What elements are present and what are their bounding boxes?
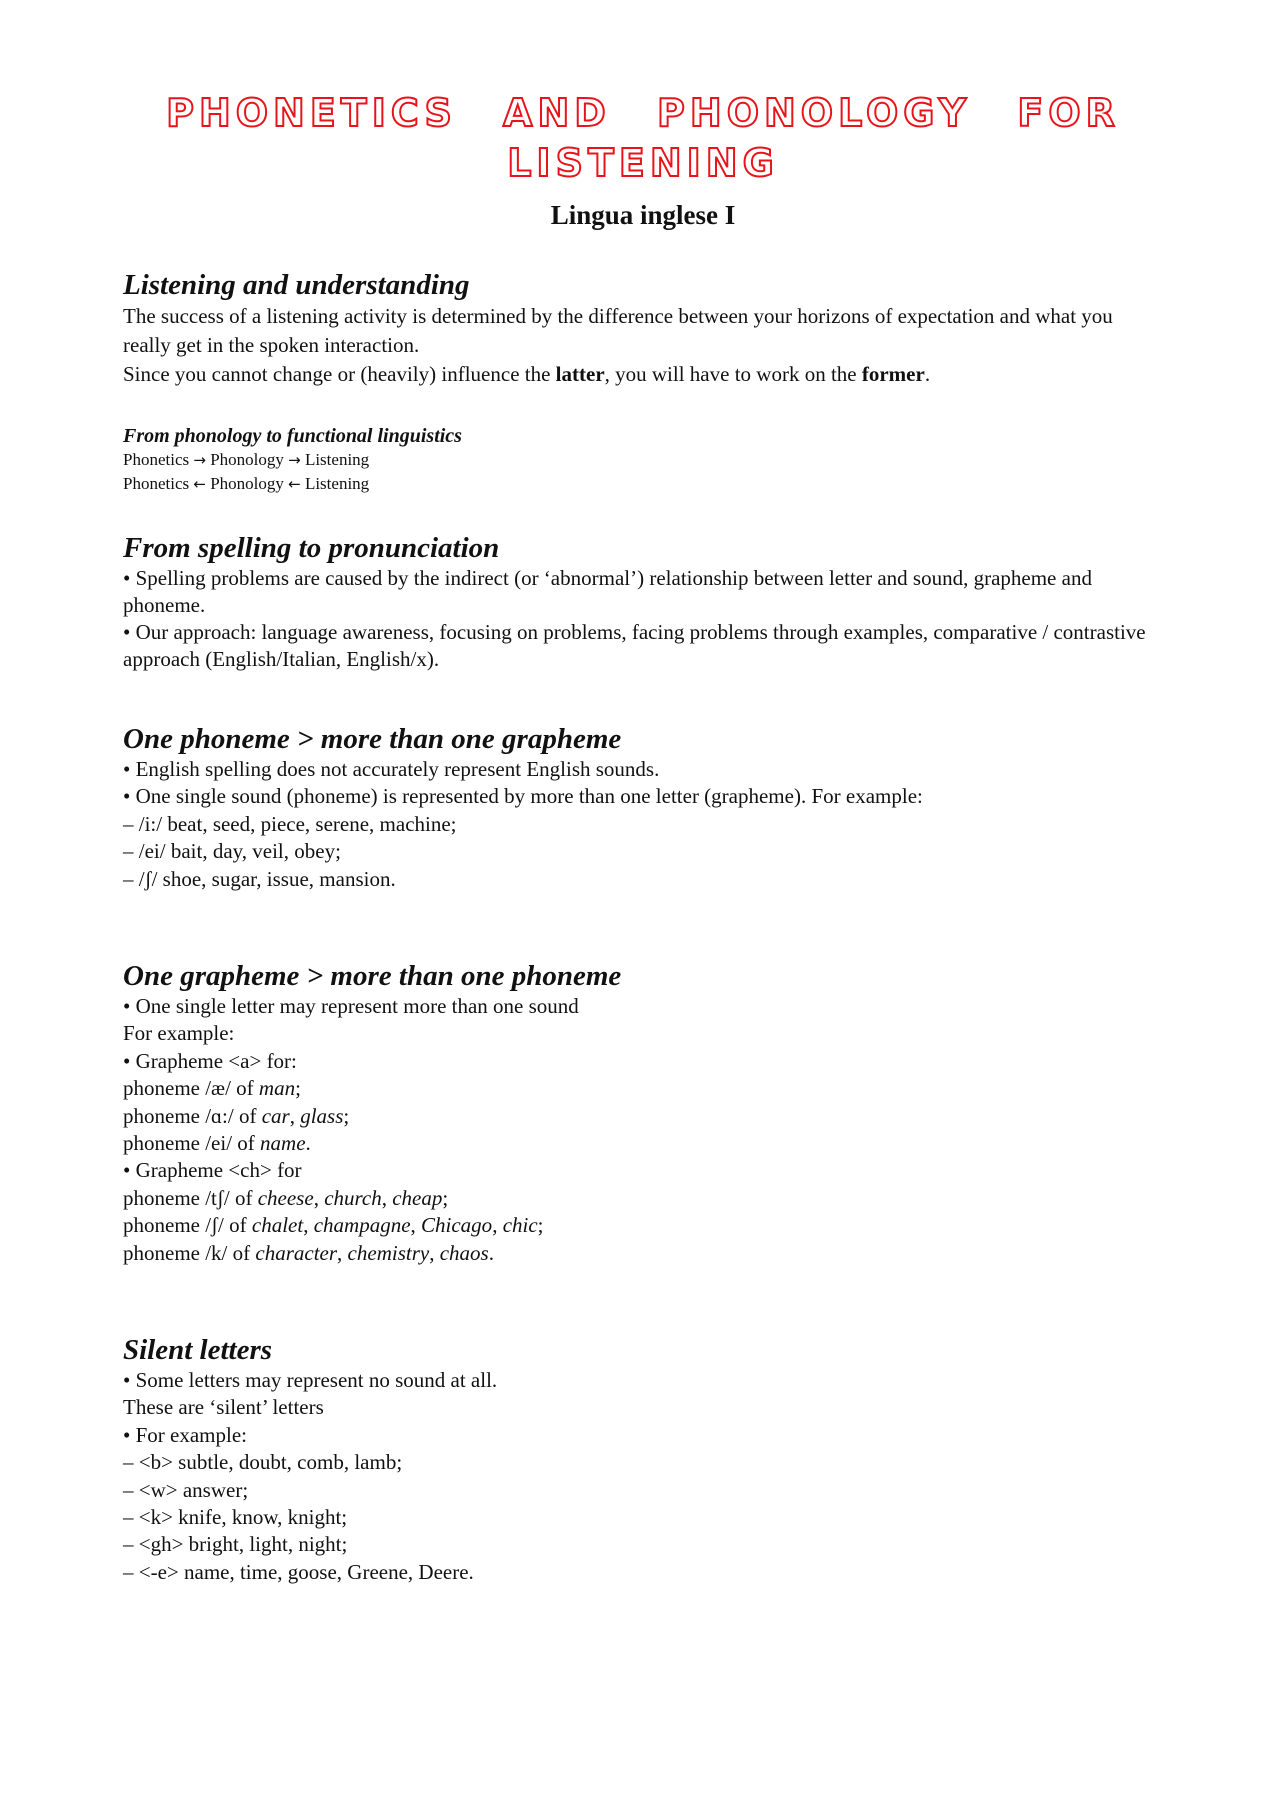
list-item: • Some letters may represent no sound at all. [123,1368,498,1392]
section-grapheme-phoneme [123,959,1163,1267]
paragraph: Since you cannot change or (heavily) influence the latter, you will have to work on the former. [123,362,931,386]
list-item: – <w> answer; [123,1477,249,1502]
section-spelling-pronunciation [123,531,1163,673]
list-item: • For example: [123,1422,247,1447]
list-item: • Grapheme <ch> for [123,1158,302,1183]
section-heading: One phoneme > more than one grapheme [123,723,622,755]
section-heading: Silent letters [123,1334,273,1366]
paragraph: The success of a listening activity is determined by the difference between your horizons of expectation and what you really get in the spoken interaction. [123,304,1113,357]
arrow-right-icon: → [288,451,301,469]
list-item: – /ei/ bait, day, veil, obey; [123,839,341,864]
section-listening-understanding [123,268,1163,389]
section-phonology-functional [123,424,1163,496]
arrow-right-icon: → [193,451,206,469]
section-silent-letters [123,1333,1163,1586]
list-item: – <gh> bright, light, night; [123,1532,348,1557]
list-item: phoneme /ei/ of name. [123,1131,311,1156]
list-item: • Grapheme <a> for: [123,1048,297,1073]
list-item: phoneme /k/ of character, chemistry, chaos. [123,1240,494,1265]
list-item: • English spelling does not accurately represent English sounds. [123,757,660,781]
bullet-item: • Our approach: language awareness, focusing on problems, facing problems through examples, comparative / contrastive approach (English/Italian, English/x). [123,620,1146,671]
list-item: – /ʃ/ shoe, sugar, issue, mansion. [123,866,396,891]
section-heading: One grapheme > more than one phoneme [123,960,622,992]
section-heading: Listening and understanding [123,269,470,301]
list-item: – /i:/ beat, seed, piece, serene, machine; [123,811,457,836]
list-item: These are ‘silent’ letters [123,1395,324,1420]
bullet-item: • Spelling problems are caused by the indirect (or ‘abnormal’) relationship between letter and sound, grapheme and phoneme. [123,566,1092,617]
section-phoneme-grapheme [123,722,1163,893]
list-item: phoneme /ʃ/ of chalet, champagne, Chicago, chic; [123,1213,544,1238]
document-page [123,88,1163,1584]
list-item: – <k> knife, know, knight; [123,1505,348,1530]
list-item: • One single sound (phoneme) is represented by more than one letter (grapheme). For example: [123,784,923,809]
arrow-left-icon: ← [193,475,206,493]
document-subtitle: Lingua inglese I [550,200,736,230]
document-title: PHONETICS AND PHONOLOGY FOR LISTENING [166,91,1120,185]
list-item: phoneme /ɑ:/ of car, glass; [123,1103,350,1128]
list-item: phoneme /tʃ/ of cheese, church, cheap; [123,1185,449,1210]
list-item: • One single letter may represent more than one sound [123,994,579,1018]
list-item: – <b> subtle, doubt, comb, lamb; [123,1450,403,1475]
arrow-left-icon: ← [288,475,301,493]
phonology-chain-backward: Phonetics ← Phonology ← Listening [123,474,370,493]
list-item: For example: [123,1021,235,1046]
list-item: phoneme /æ/ of man; [123,1076,301,1101]
phonology-chain-forward: Phonetics → Phonology → Listening [123,450,370,469]
list-item: – <-e> name, time, goose, Greene, Deere. [123,1559,474,1584]
subsection-heading: From phonology to functional linguistics [123,425,462,447]
section-heading: From spelling to pronunciation [123,532,500,564]
